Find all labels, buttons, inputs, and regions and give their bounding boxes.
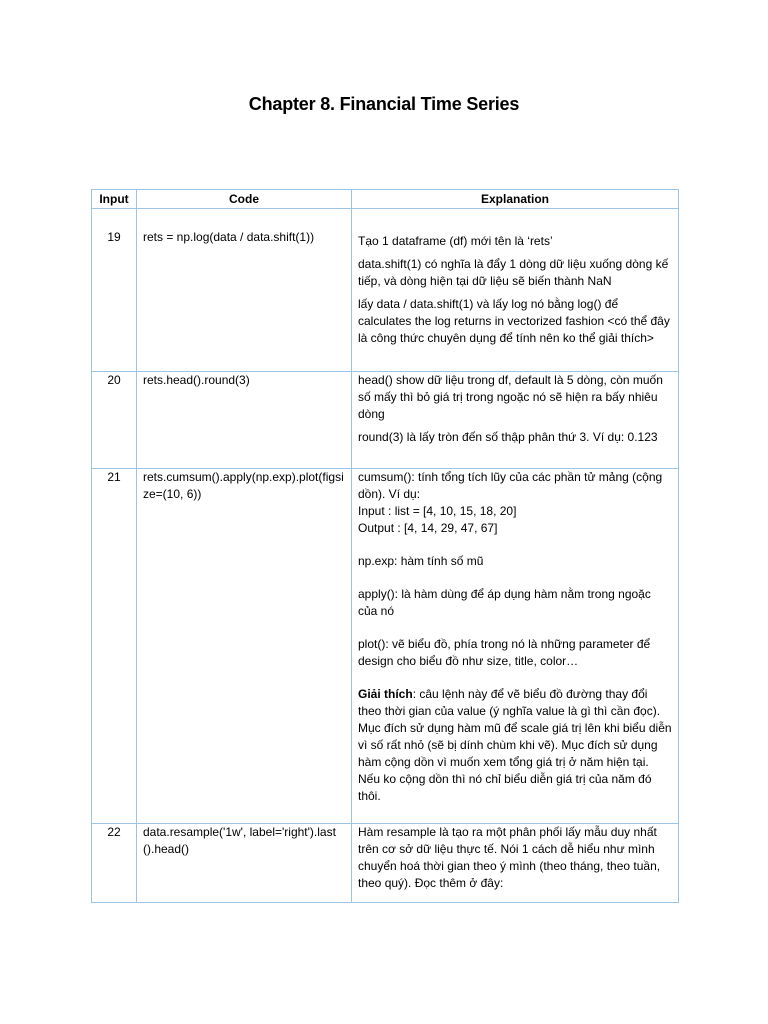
input-cell: 21 <box>92 469 137 824</box>
header-explanation: Explanation <box>352 190 679 209</box>
input-cell: 22 <box>92 824 137 903</box>
explanation-paragraph: lấy data / data.shift(1) và lấy log nó bằng log() để calculates the log returns in vectorized fashion <có thể đây là công thức chuyên dụng để tính nên ko thể giải thích> <box>358 297 670 345</box>
code-cell: rets.cumsum().apply(np.exp).plot(figsize=(10, 6)) <box>137 469 352 824</box>
explanation-paragraph: head() show dữ liệu trong df, default là 5 dòng, còn muốn số mấy thì bỏ giá trị trong ngoặc nó sẽ hiện ra bấy nhiêu dòng <box>358 373 663 421</box>
explanation-paragraph: data.shift(1) có nghĩa là đẩy 1 dòng dữ liệu xuống dòng kế tiếp, và dòng hiện tại dữ liệu sẽ biến thành NaN <box>358 257 669 288</box>
code-cell: rets.head().round(3) <box>137 372 352 469</box>
explanation-paragraph <box>358 686 672 805</box>
code-cell: data.resample('1w', label='right').last().head() <box>137 824 352 903</box>
explanation-paragraph: np.exp: hàm tính số mũ <box>358 554 484 568</box>
explanation-paragraph: Tạo 1 dataframe (df) mới tên là ‘rets’ <box>358 234 553 248</box>
input-cell: 19 <box>92 209 137 372</box>
table-row <box>92 469 679 824</box>
giai-thich-label: Giải thích <box>358 687 413 701</box>
table-row <box>92 824 679 903</box>
explanation-cell <box>352 372 679 469</box>
header-code: Code <box>137 190 352 209</box>
explanation-cell <box>352 209 679 372</box>
explanation-paragraph: Output : [4, 14, 29, 47, 67] <box>358 521 498 535</box>
explanation-cell <box>352 469 679 824</box>
explanation-paragraph: round(3) là lấy tròn đến số thập phân thứ 3. Ví dụ: 0.123 <box>358 430 658 444</box>
page-title: Chapter 8. Financial Time Series <box>248 94 520 114</box>
explanation-cell <box>352 824 679 903</box>
table-row <box>92 209 679 372</box>
table-row <box>92 372 679 469</box>
explanation-table <box>91 189 679 903</box>
header-input: Input <box>92 190 137 209</box>
input-cell: 20 <box>92 372 137 469</box>
code-cell: rets = np.log(data / data.shift(1)) <box>137 209 352 372</box>
table-header-row <box>92 190 679 209</box>
explanation-paragraph: Input : list = [4, 10, 15, 18, 20] <box>358 504 517 518</box>
explanation-paragraph: apply(): là hàm dùng để áp dụng hàm nằm trong ngoặc của nó <box>358 587 651 618</box>
explanation-paragraph: plot(): vẽ biểu đồ, phía trong nó là những parameter để design cho biểu đồ như size, title, color… <box>358 637 651 668</box>
explanation-paragraph: cumsum(): tính tổng tích lũy của các phần tử mảng (cộng dồn). Ví dụ: <box>358 470 663 501</box>
giai-thich-text: : câu lệnh này để vẽ biểu đồ đường thay đổi theo thời gian của value (ý nghĩa value là gì thì cần đọc). Mục đích sử dụng hàm mũ để scale giá trị lên khi biểu diễn vì số rất nhỏ (sẽ bị dính chùm khi vẽ). Mục đích sử dụng hàm cộng dồn vì muốn xem tổng giá trị ở năm hiện tại. Nếu ko cộng dồn thì nó chỉ biểu diễn giá trị của năm đó thôi. <box>358 687 672 803</box>
explanation-paragraph: Hàm resample là tạo ra một phân phối lấy mẫu duy nhất trên cơ sở dữ liệu thực tế. Nói 1 cách dễ hiểu như mình chuyển hoá thời gian theo ý mình (theo tháng, theo tuần, theo quý). Đọc thêm ở đây: <box>358 825 661 890</box>
